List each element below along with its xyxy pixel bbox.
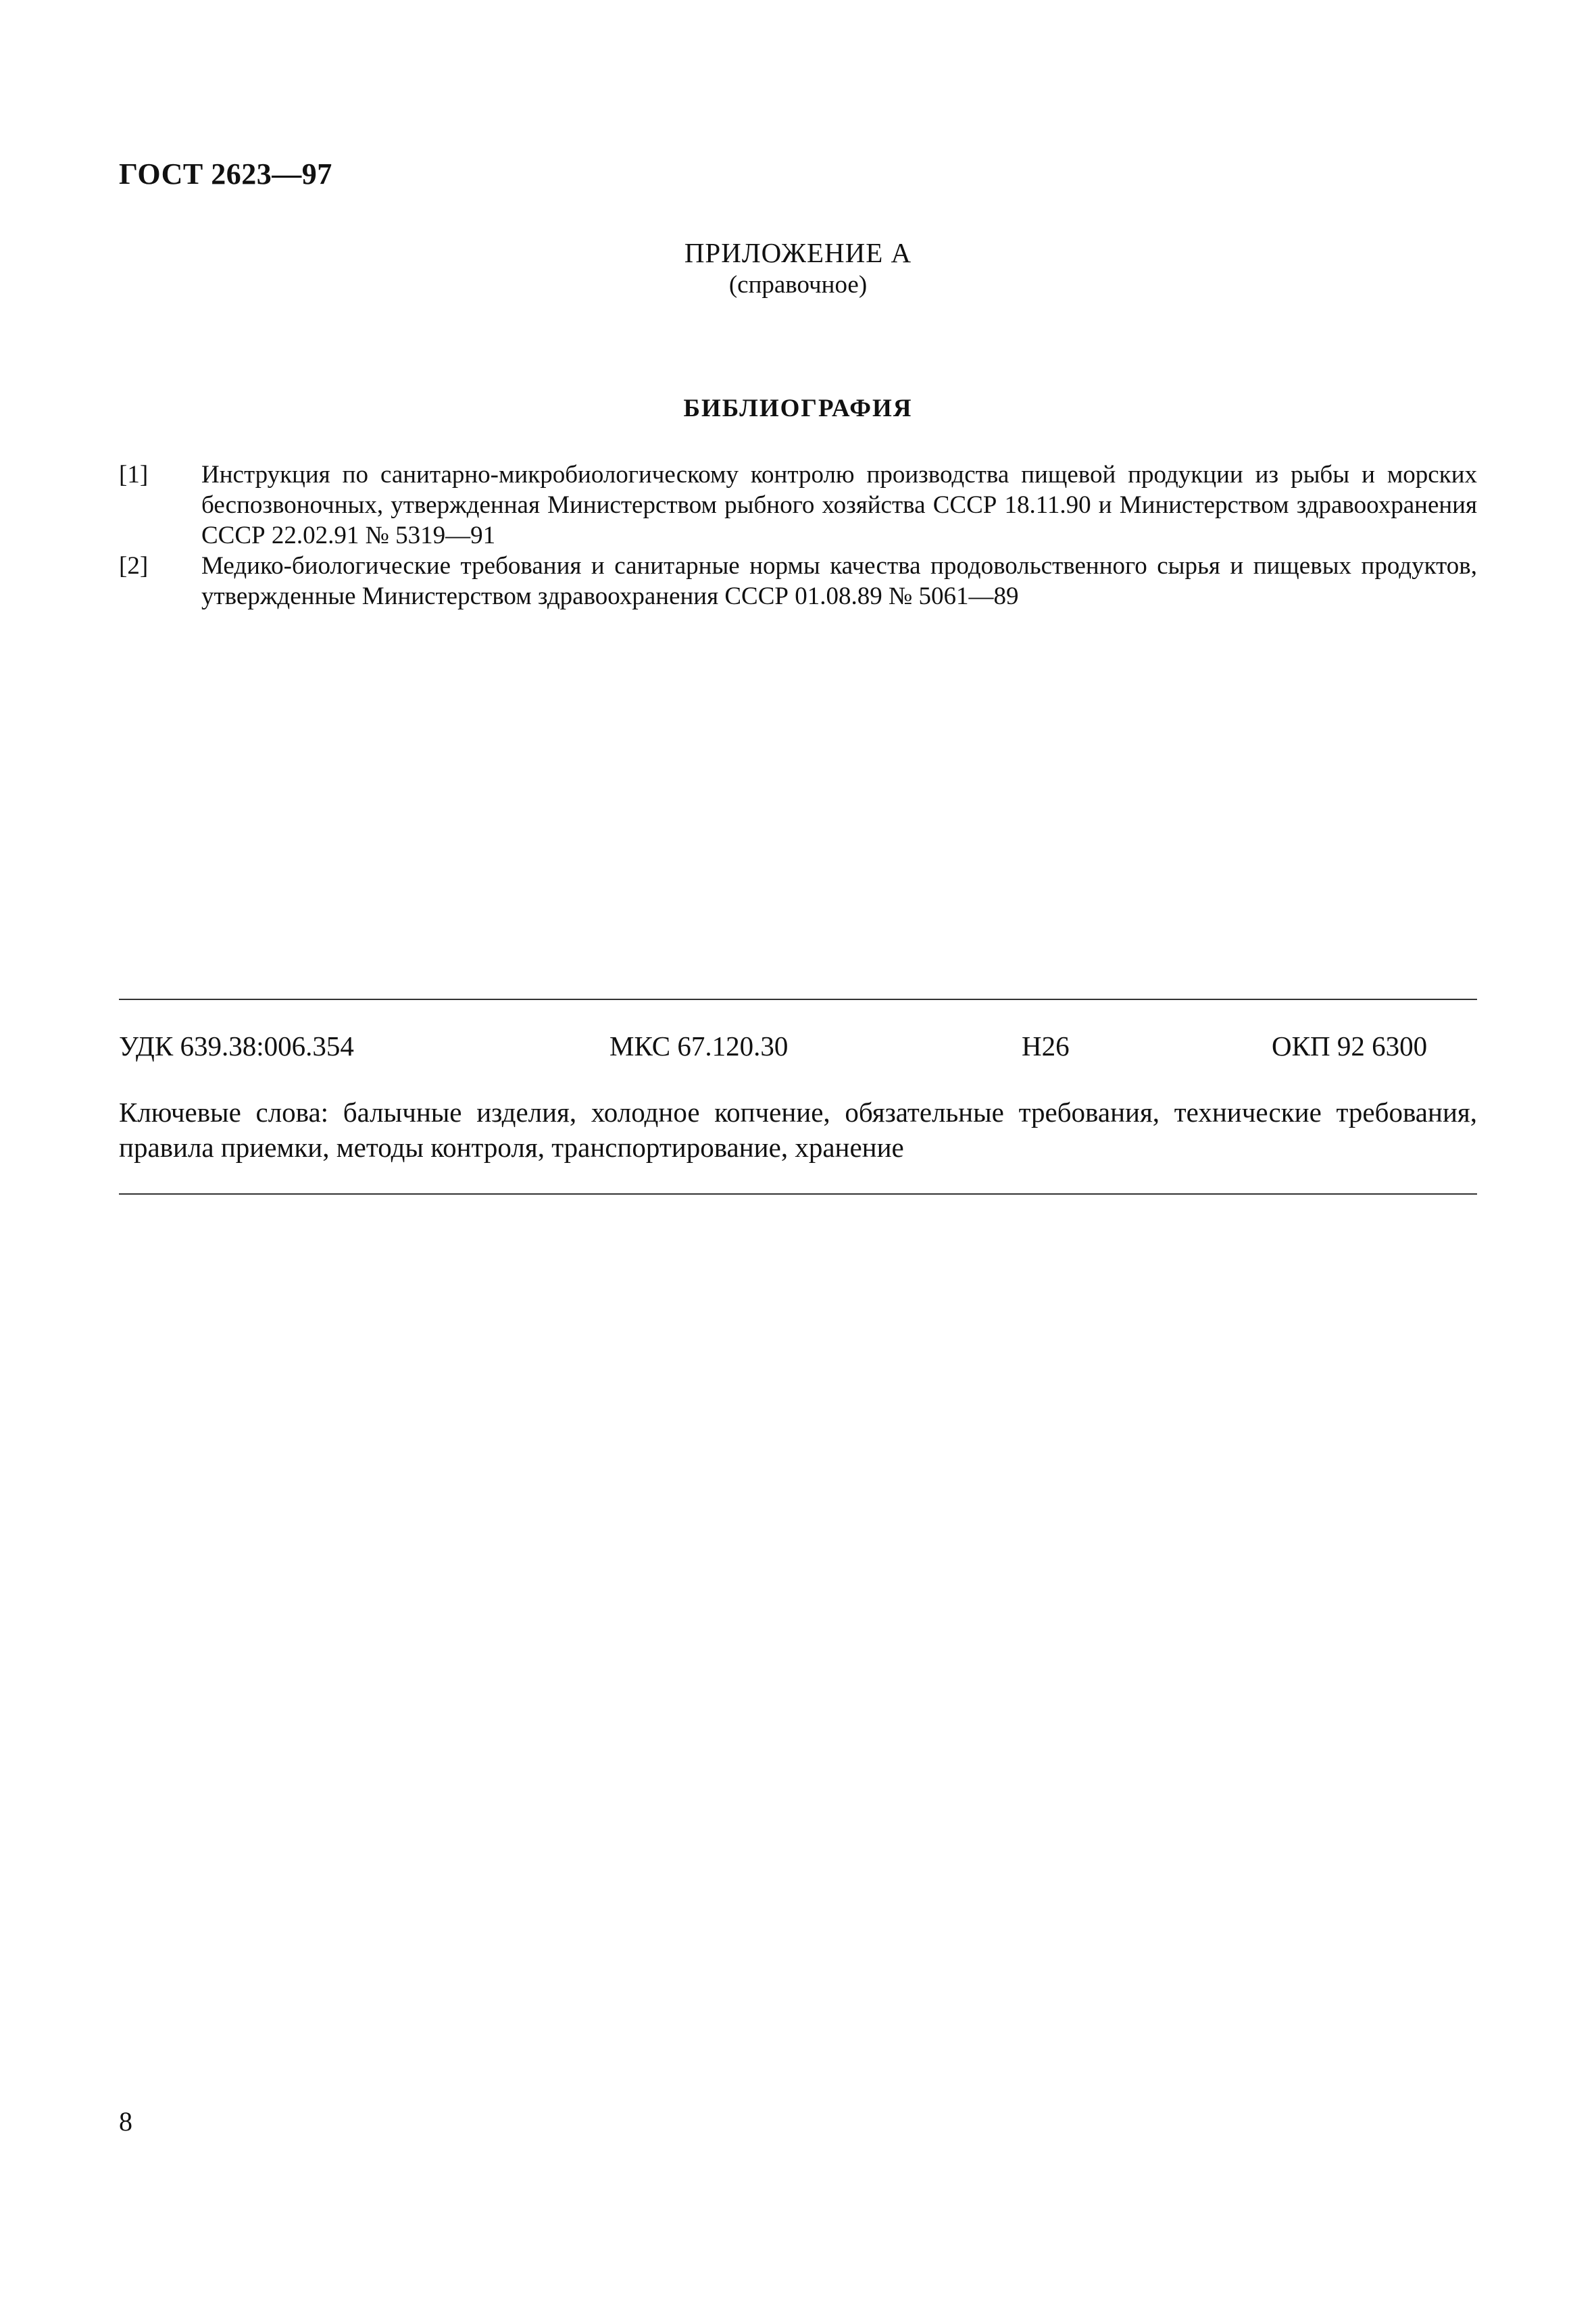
classifier-codes	[119, 1030, 1477, 1064]
top-divider	[119, 999, 1477, 1000]
udk-code: УДК 639.38:006.354	[119, 1030, 354, 1062]
bibliography-item	[119, 551, 1477, 612]
okp-code: ОКП 92 6300	[1272, 1030, 1428, 1062]
bibliography-item-number: [2]	[119, 552, 149, 580]
appendix-subtitle: (справочное)	[728, 271, 868, 299]
standard-code: ГОСТ 2623—97	[119, 157, 332, 191]
bottom-divider	[119, 1193, 1477, 1195]
mks-code: МКС 67.120.30	[609, 1030, 789, 1062]
bibliography-list	[119, 459, 1477, 612]
bibliography-item-text: Медико-биологические требования и санитарные нормы качества продовольственного сырья и пищевых продуктов, утвержденные Министерством здравоохранения СССР 01.08.89 № 5061—89	[201, 552, 1477, 610]
bibliography-item-number: [1]	[119, 461, 149, 489]
bibliography-heading: БИБЛИОГРАФИЯ	[683, 395, 913, 422]
page-number: 8	[119, 2106, 132, 2137]
appendix-title: ПРИЛОЖЕНИЕ А	[684, 237, 912, 268]
group-code: Н26	[1022, 1030, 1070, 1062]
bibliography-item	[119, 459, 1477, 551]
bibliography-item-text: Инструкция по санитарно-микробиологическому контролю производства пищевой продукции из рыбы и морских беспозвоночных, утвержденная Министерством рыбного хозяйства СССР 18.11.90 и Министерством здравоохранения СССР 22.02.91 № 5319—91	[201, 461, 1477, 549]
keywords: Ключевые слова: балычные изделия, холодное копчение, обязательные требования, технические требования, правила приемки, методы контроля, транспортирование, хранение	[119, 1097, 1477, 1163]
